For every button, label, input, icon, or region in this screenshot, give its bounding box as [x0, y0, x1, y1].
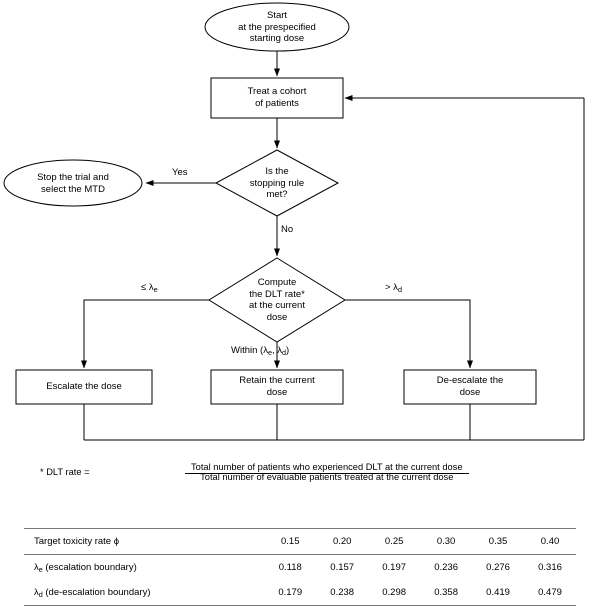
escalate-node-shape: [16, 370, 152, 404]
start-node-shape: [205, 3, 349, 51]
table-row: [24, 580, 576, 606]
table-row: [24, 555, 576, 581]
treat-node-label: Treat a cohort of patients: [247, 86, 307, 109]
deescalate-node-label: De-escalate the dose: [436, 375, 504, 398]
table-cell: 0.298: [368, 580, 420, 606]
table-cell: 0.236: [420, 555, 472, 581]
edge-label-deescalate-condition: > $\lambda_d$: [385, 282, 402, 294]
table-cell: 0.20: [316, 529, 368, 555]
table-cell: 0.118: [264, 555, 316, 581]
table-cell: 0.15: [264, 529, 316, 555]
table-cell: 0.419: [472, 580, 524, 606]
treat-node-shape: [211, 78, 343, 118]
stopping-rule-node-shape: [216, 150, 338, 216]
table-cell: 0.40: [524, 529, 576, 555]
table-row-label-deescalation-boundary: $\lambda_d$ (de-escalation boundary): [24, 580, 264, 606]
table-cell: 0.30: [420, 529, 472, 555]
table-cell: 0.197: [368, 555, 420, 581]
stop-trial-node-shape: [4, 160, 142, 206]
table-cell: 0.25: [368, 529, 420, 555]
edge-label-no: No: [281, 224, 294, 235]
deescalate-node-shape: [404, 370, 536, 404]
edge-label-retain-condition: Within ($\lambda_e$, $\lambda_d$): [231, 345, 290, 357]
table-cell: 0.358: [420, 580, 472, 606]
edge-label-yes: Yes: [172, 167, 188, 178]
escalate-node-label: Escalate the dose: [46, 381, 122, 392]
table-cell: 0.316: [524, 555, 576, 581]
dlt-rate-formula: [40, 462, 560, 482]
table-cell: 0.157: [316, 555, 368, 581]
table-cell: 0.238: [316, 580, 368, 606]
dlt-rate-fraction: [94, 462, 560, 482]
retain-node-label: Retain the current dose: [239, 375, 315, 398]
start-node-label: Start at the prespecified starting dose: [238, 10, 316, 44]
boundaries-table: [24, 528, 576, 606]
dlt-rate-formula-label: * DLT rate =: [40, 467, 90, 477]
compute-node-shape: [209, 258, 345, 342]
stopping-rule-node-label: Is the stopping rule met?: [249, 166, 305, 200]
table-cell: 0.179: [264, 580, 316, 606]
compute-node-label: Compute the DLT rate* at the current dose: [249, 277, 305, 323]
table-row-label-escalation-boundary: $\lambda_e$ (escalation boundary): [24, 555, 264, 581]
retain-node-shape: [211, 370, 343, 404]
table-cell: 0.479: [524, 580, 576, 606]
table-cell: 0.276: [472, 555, 524, 581]
table-cell: 0.35: [472, 529, 524, 555]
edge-compute-to-escalate: [84, 300, 209, 368]
table-row: [24, 529, 576, 555]
table-row-label-target-toxicity: Target toxicity rate ϕ: [24, 529, 264, 555]
dlt-rate-numerator: Total number of patients who experienced DLT at the current dose: [185, 462, 469, 474]
edge-compute-to-deescalate: [345, 300, 470, 368]
edge-label-escalate-condition: ≤ $\lambda_e$: [141, 282, 158, 294]
stop-trial-node-label: Stop the trial and select the MTD: [37, 172, 109, 195]
dlt-rate-denominator: Total number of evaluable patients treated at the current dose: [200, 472, 454, 482]
